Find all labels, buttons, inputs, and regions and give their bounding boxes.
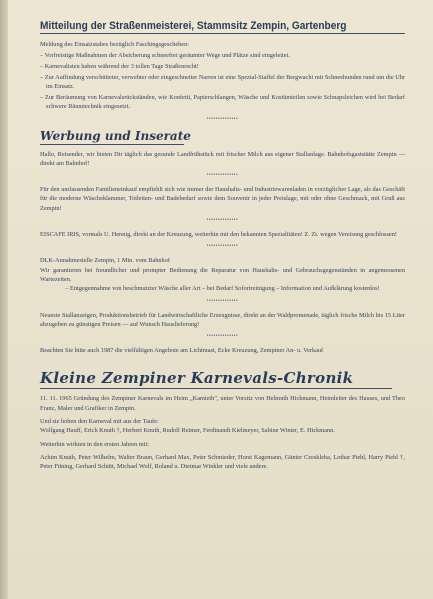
section-title: Werbung und Inserate bbox=[40, 128, 191, 143]
ad-stallanlage: Neueste Stallanzeigen, Produktionsbetrieb für Landwirtschaftliche Erzeugnisse, direkt an der Waldpromenade, täglich frische Milch bis 15 Liter abzugeben zu günstigen Preisen — auf Wunsch Hauslieferung! bbox=[40, 311, 405, 328]
ad-dlk-extra: – Entgegennahme von beschmutzter Wäsche aller Art – bei Bedarf Sofortreinigung – Information und Aufklärung kostenlos! bbox=[65, 285, 380, 293]
title-underline bbox=[40, 144, 184, 145]
separator: •••••••••••••• bbox=[206, 116, 239, 122]
list-item: – Karnevalisten haben während der 3 tollen Tage Straßenrecht! bbox=[40, 63, 199, 71]
list-item: – Vorfreistige Maßnahmen der Absicherung schneefrei geräumter Wege und Plätze sind eingeleitet. bbox=[40, 52, 290, 60]
ad-eiscafe: EISCAFE IRIS, vormals U. Hennig, direkt an der Kreuzung, weiterhin mit den bekannten Spezialitäten! Z. Zt. wegen Vereisung geschlossen! bbox=[40, 231, 397, 239]
separator: •••••••••••••• bbox=[206, 218, 239, 224]
section-title: Kleine Zempiner Karnevals-Chronik bbox=[40, 369, 354, 388]
chronik-founding: 11. 11. 1965 Gründung des Zempiner Karnevals im Heim „Kamieth", unter Vorsitz von Helmuth Hickmann, Heimleiter des Hauses, und Theo Franz, Maler und Grafiker in Zempin. bbox=[40, 395, 405, 412]
chronik-founders-intro: Und sie hoben den Karneval mit aus der Taufe: bbox=[40, 418, 159, 426]
separator: •••••••••••••• bbox=[206, 334, 239, 340]
binding-edge bbox=[0, 0, 8, 599]
chronik-founders: Wolfgang Hauff, Erich Knuth †, Herbert Knuth, Rudolf Reimer, Ferdinandt Kielmeyer, Sabine Winter, E. Hickmann. bbox=[40, 427, 335, 435]
announcement-section bbox=[40, 40, 405, 112]
chronik-section bbox=[40, 369, 405, 471]
werbung-section bbox=[40, 129, 405, 356]
list-item: – Zur Beräumung von Karnevalsrückständen, wie Konfetti, Papierschlangen, Wäsche und Kostümteilen sowie Schnapsleichen wird bei Bedarf schwere Räumtechnik eingesetzt. bbox=[40, 93, 405, 111]
title-underline bbox=[40, 388, 392, 389]
ad-dlk: DLK-Annahmestelle Zempin, 1 Min. vom Bahnhof Wir garantieren bei freundlicher und prompter Bedienung die Reparatur von Haushalts- und Gebrauchsgegenständen in angemessenen Wartezeiten. bbox=[40, 257, 405, 283]
page-heading: Mitteilung der Straßenmeisterei, Stammsitz Zempin, Gartenberg bbox=[40, 20, 347, 32]
ad-lichtmast: Beachten Sie bitte auch 1987 die vielfältigen Angebote am Lichtmast, Ecke Kreuzung, Zempiner An- u. Verkauf bbox=[40, 347, 324, 355]
separator: •••••••••••••• bbox=[206, 298, 239, 304]
announcement-list bbox=[40, 51, 405, 111]
heading-rule bbox=[40, 33, 405, 34]
chronik-members-intro: Weiterhin wirkten in den ersten Jahren mit: bbox=[40, 440, 149, 448]
ad-bahnhof: Hallo, Reisender, wir bieten Dir täglich das gesunde Landfrühstück mit frischer Milch aus eigener Stallanlage. Bahnhofsgaststätte Zempin — direkt am Bahnhof! bbox=[40, 150, 405, 167]
separator: •••••••••••••• bbox=[206, 244, 239, 250]
list-item: – Zur Auffindung verschütteter, verwehter oder eingeschneiter Narren ist eine Spezial-Staffel der Bergwacht mit Schneehunden rund um die Uhr im Einsatz. bbox=[40, 73, 405, 91]
separator: •••••••••••••• bbox=[206, 173, 239, 179]
chronik-members: Achim Knuth, Peter Wilhelm, Walter Braun, Gerhard Max, Peter Schmieder, Horst Kagemann, Günter Czeskleba, Lothar Piehl, Harry Piehl †, Peter Füning, Gerhard Schütt, Michael Wolf, Roland u. Dietmar Winkler und viele andere. bbox=[40, 453, 405, 471]
announcement-intro: Meldung des Einsatzstabes bezüglich Faschingsgeschehen: bbox=[40, 41, 189, 48]
ad-familieneinkauf: Für den umfassenden Familieneinkauf empfiehlt sich wie immer der Haushalts- und Industriewarenladen in vorzüglicher Lage, als das Geschäft für die moderne Wäscheklammer, Toiletten- und Badebedarf sowie dem Souvenir in jeder Preislage, mit oder ohne Geschmack, mit Gruß aus Zempin! bbox=[40, 186, 405, 212]
